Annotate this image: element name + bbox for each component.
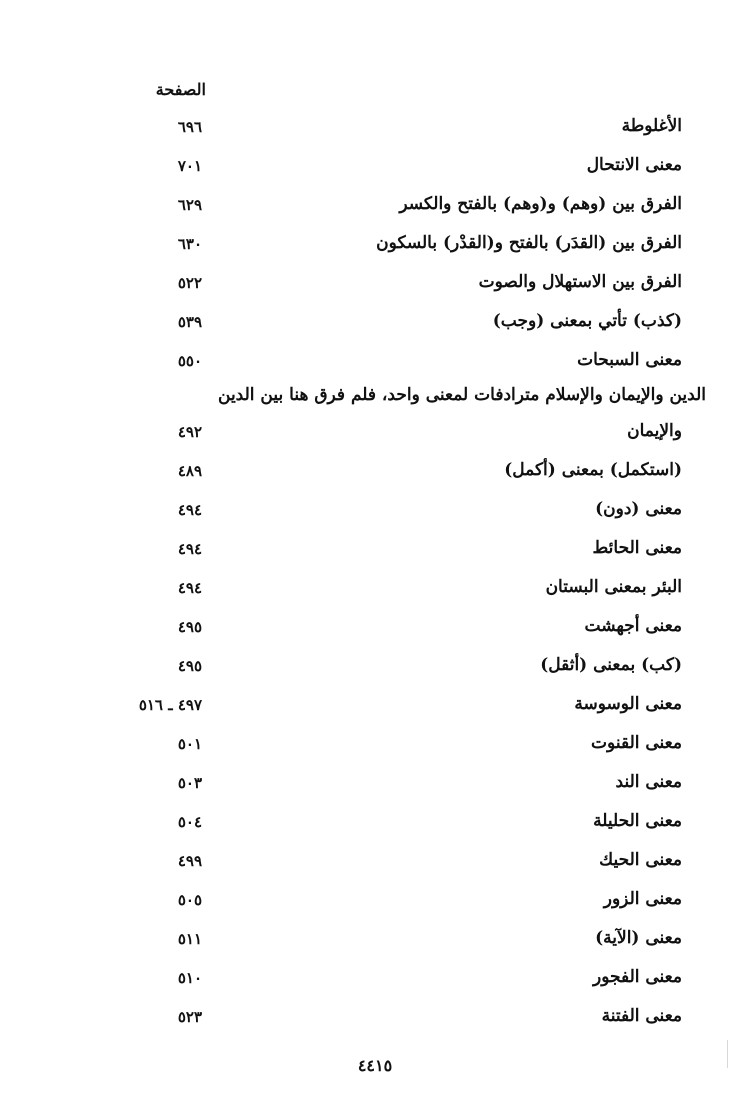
index-entry <box>110 842 682 881</box>
index-page-number: ٤٩٤ <box>177 579 202 597</box>
index-term: معنى الزور <box>603 889 682 909</box>
index-page-number: ٥٠٥ <box>177 891 202 909</box>
index-page-number: ٥٣٩ <box>177 313 202 331</box>
index-term: معنى الفتنة <box>601 1006 682 1026</box>
index-term: والإيمان <box>627 421 682 441</box>
index-entry <box>110 530 682 569</box>
index-term: معنى الحيك <box>599 850 682 870</box>
index-page-number: ٤٩٥ <box>177 618 202 636</box>
index-term: معنى الحائط <box>592 538 682 558</box>
index-entry <box>110 998 682 1037</box>
index-entry <box>110 342 682 381</box>
index-term: الدين والإيمان والإسلام مترادفات لمعنى واحد، فلم فرق هنا بين الدين <box>218 385 706 405</box>
index-page-number: ٥٢٢ <box>177 274 202 292</box>
index-page-number: ٤٩٥ <box>177 657 202 675</box>
index-page-number: ٤٨٩ <box>177 462 202 480</box>
index-page-number: ٤٩٩ <box>177 852 202 870</box>
index-entry <box>110 225 682 264</box>
index-page-number: ٦٩٦ <box>177 118 202 136</box>
index-term: (كذب) تأتي بمعنى (وجب) <box>492 311 682 331</box>
index-entry <box>110 608 682 647</box>
index-entry <box>110 686 682 725</box>
index-page-number: ٦٢٩ <box>177 196 202 214</box>
index-entry <box>110 725 682 764</box>
scan-edge-mark <box>727 1040 728 1068</box>
index-term: الفرق بين الاستهلال والصوت <box>478 272 682 292</box>
index-entry <box>110 108 682 147</box>
index-term: معنى القنوت <box>591 733 682 753</box>
index-entry <box>110 381 706 413</box>
index-entry <box>110 569 682 608</box>
index-term: معنى أجهشت <box>584 616 682 636</box>
index-page-number: ٤٩٢ <box>177 423 202 441</box>
index-term: معنى الوسوسة <box>574 694 682 714</box>
index-term: معنى الفجور <box>593 967 682 987</box>
index-entry <box>110 147 682 186</box>
index-page-number: ٤٩٧ ـ ٥١٦ <box>138 696 202 714</box>
index-list <box>110 108 706 1037</box>
index-term: معنى الانتحال <box>586 155 682 175</box>
index-term: البئر بمعنى البستان <box>545 577 682 597</box>
index-page-number: ٥١٠ <box>177 969 202 987</box>
index-entry <box>110 303 682 342</box>
index-entry <box>110 186 682 225</box>
index-entry <box>110 264 682 303</box>
index-entry <box>110 881 682 920</box>
index-entry <box>110 452 682 491</box>
index-page-number: ٥٠٤ <box>177 813 202 831</box>
index-entry <box>110 959 682 998</box>
index-page-number: ٥١١ <box>177 930 202 948</box>
index-entry <box>110 491 682 530</box>
index-term: (استكمل) بمعنى (أكمل) <box>504 460 682 480</box>
index-term: معنى (الآية) <box>595 928 682 948</box>
index-term: الأغلوطة <box>621 116 682 136</box>
index-term: معنى (دون) <box>595 499 682 519</box>
index-term: الفرق بين (القدَر) بالفتح و(القدْر) بالسكون <box>376 233 682 253</box>
index-term: معنى الند <box>615 772 682 792</box>
index-entry <box>110 764 682 803</box>
page-number: ٤٤١٥ <box>357 1056 393 1075</box>
index-page-number: ٥٢٣ <box>177 1008 202 1026</box>
index-term: الفرق بين (وهم) و(وهم) بالفتح والكسر <box>399 194 682 214</box>
index-entry <box>110 920 682 959</box>
page-column-header: الصفحة <box>155 80 206 99</box>
index-term: (كب) بمعنى (أثقل) <box>540 655 682 675</box>
index-entry <box>110 647 682 686</box>
index-page-number: ٤٩٤ <box>177 540 202 558</box>
index-page-number: ٥٥٠ <box>177 352 202 370</box>
index-term: معنى الحليلة <box>593 811 682 831</box>
index-page-number: ٥٠١ <box>177 735 202 753</box>
index-page-number: ٧٠١ <box>177 157 202 175</box>
index-page-number: ٥٠٣ <box>177 774 202 792</box>
index-term: معنى السبحات <box>577 350 682 370</box>
index-page-number: ٤٩٤ <box>177 501 202 519</box>
index-page-number: ٦٣٠ <box>177 235 202 253</box>
index-entry <box>110 413 682 452</box>
index-entry <box>110 803 682 842</box>
